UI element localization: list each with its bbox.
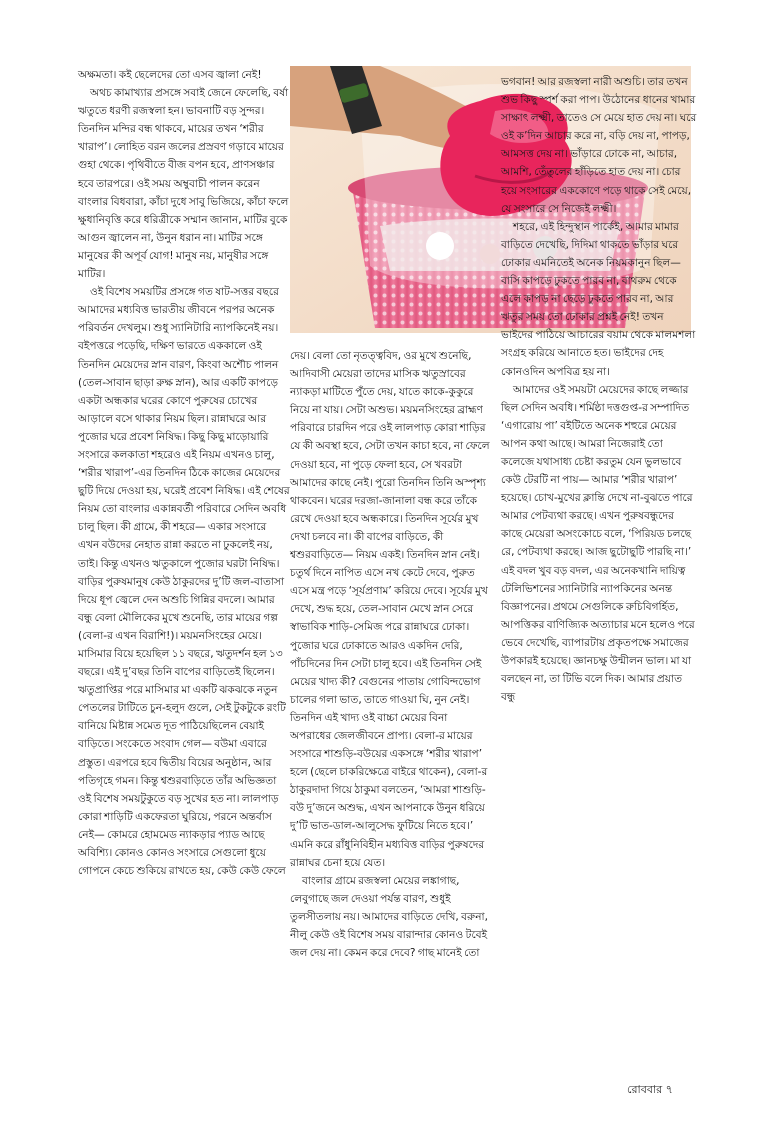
page-number: রোববার ৭ (627, 1083, 673, 1096)
paragraph: অক্ষমতা। কই ছেলেদের তো এসব জ্বালা নেই! (78, 69, 262, 81)
paragraph: আমাদের ওই সময়টা মেয়েদের কাছে লজ্জার ছিল সেদিন অবধি। শর্মিষ্ঠা দত্তগুপ্ত-র সম্পাদিত ‘এগারোয় পা’ বইটিতে অনেক শহুরে মেয়ের আপন কথা আছে। আমরা নিজেরাই তো কলেজে যথাসাধ্য চেষ্টা করতুম যেন ভুলভাবে কেউ টেরটি না পায়— আমার ‘শরীর খারাপ’ হয়েছে। চোখ-মুখের ক্লান্তি দেখে না-বুঝতে পারে আমার পেটব্যথা করছে। এখন পুরুষবন্ধুদের কাছে মেয়েরা অসংকোচে বলে, ‘পিরিয়ড চলছে রে, পেটব্যথা করছে। আজ ছুটোছুটি পারছি না।’ এই বদল খুব বড় বদল, এর অনেকখানি দায়িত্ব টেলিভিশনের স্যানিটারি ন্যাপকিনের অনন্ত বিজ্ঞাপনের। প্রথমে সেগুলিকে রুচিবিগর্হিত, আপত্তিকর বাণিজ্যিক অত্যাচার মনে হলেও পরে ভেবে দেখেছি, ব্যাপারটায় প্রকৃতপক্ষে সমাজের উপকারই হয়েছে। জ্ঞানচক্ষু উন্মীলন ভাল। মা যা বলছেন না, তা টিভি বলে দিক। আমার প্রয়াত বন্ধু (501, 383, 695, 704)
article-column-2 (290, 347, 490, 962)
paragraph: ওই বিশেষ সময়টির প্রসঙ্গে গত ষাট-সত্তর বছরে আমাদের মধ্যবিত্ত ভারতীয় জীবনে পরপর অনেক পরিবর্তন দেখলুম। শুধু স্যানিটারি ন্যাপকিনেই নয়। বইপত্তরে পড়েছি, দক্ষিণ ভারতে এককালে ওই তিনদিন মেয়েদের স্নান বারণ, কিংবা অশৌচ পালন (তেল-সাবান ছাড়া রুক্ষ স্নান), আর একটি কাপড়ে একটা অন্ধকার ঘরের কোণে পুরুষের চোখের আড়ালে বসে থাকার নিয়ম ছিল। রান্নাঘরে আর পুজোর ঘরে প্রবেশ নিষিদ্ধ। কিছু কিছু মাড়োয়ারি সংসারে কলকাতা শহরেও এই নিয়ম এখনও চালু, ‘শরীর খারাপ’-এর তিনদিন ঠিকে কাজের মেয়েদের ছুটি দিয়ে দেওয়া হয়, ঘরেই প্রবেশ নিষিদ্ধ। এই শেষের নিয়ম তো বাংলার একান্নবর্তী পরিবারে সেদিন অবধি চালু ছিল। কী গ্রামে, কী শহরে— একার সংসারে এখন বউদের নেহাত রান্না করতে না ঢুকলেই নয়, তাই। কিন্তু এখনও ঋতুকালে পুজোর ঘরটা নিষিদ্ধ। বাড়ির পুরুষমানুষ কেউ ঠাকুরদের দু’টি জল-বাতাসা দিয়ে ধূপ জ্বেলে দেন অশুচি গিন্নির বদলে। আমার বন্ধু বেলা মৌলিকের মুখে শুনেছি, তার মায়ের গল্প (বেলা-র এখন বিরাশি!)। ময়মনসিংহের মেয়ে। মাসিমার বিয়ে হয়েছিল ১১ বছরে, ঋতুদর্শন হল ১৩ বছরে। এই দু’বছর তিনি বাপের বাড়িতেই ছিলেন। ঋতুপ্রাপ্তির পরে মাসিমার মা একটি ঝকঝকে নতুন পেতলের টাটিতে চুন-হলুদ গুলে, সেই টুকটুকে রংটি বানিয়ে মিষ্টান্ন সমেত দূত পাঠিয়েছিলেন বেয়াই বাড়িতে। সংকেতে সংবাদ গেল— বউমা এবারে প্রস্তুত। এরপরে হবে দ্বিতীয় বিয়ের অনুষ্ঠান, আর পতিগৃহে গমন। কিন্তু শ্বশুরবাড়িতে তাঁর অভিজ্ঞতা ওই বিশেষ সময়টুকুতে বড় সুখের হত না। লালপাড় কোরা শাড়িটি একফেরতা ঘুরিয়ে, পরনে অন্তর্বাস নেই— কোমরে হোমমেড ন্যাকড়ার প্যাড আছে অবিশ্যি। কোনও কোনও সংসারে সেগুলো ধুয়ে গোপনে কেচে শুকিয়ে রাখতে হয়, কেউ কেউ ফেলে (78, 286, 290, 878)
paragraph: ভগবান! আর রজস্বলা নারী অশুচি। তার তখন শুভ কিছু স্পর্শ করা পাপ। উঠোনের ধানের খামার সাক্ষাৎ লক্ষ্মী, তাতেও সে মেয়ে হাত দেয় না। ঘরে ওই ক’দিন আচার করে না, বড়ি দেয় না, পাপড়, আমসত্ত দেয় না। ভাঁড়ারে ঢোকে না, আচার, আমশি, তেঁতুলের হাঁড়িতে হাত দেয় না। চোর হয়ে সংসারের এককোণে পড়ে থাকে সেই মেয়ে, যে সংসারে সে নিজেই লক্ষ্মী। (501, 76, 697, 215)
paragraph: শহরে, এই হিন্দুস্থান পার্কেই, আমার মামার বাড়িতে দেখেছি, দিদিমা থাকতে ভাঁড়ার ঘরে ঢোকার এমনিতেই অনেক নিয়মকানুন ছিল— বাসি কাপড়ে ঢুকতে পারব না, বাথরুম থেকে এলে কাপড় না ছেড়ে ঢুকতে পারব না, আর ঋতুর সময় তো ঢোকার প্রশ্নই নেই! তখন ভাইদের পাঠিয়ে আচারের বয়াম থেকে মালমশলা সংগ্রহ করিয়ে আনাতে হত। ভাইদের দেহ কোনওদিন অপবিত্র হয় না। (501, 220, 696, 378)
article-column-3 (501, 73, 697, 706)
article-column-1 (78, 66, 290, 880)
paragraph: অথচ কামাখ্যার প্রসঙ্গে সবাই জেনে ফেলেছি, বর্ষা ঋতুতে ধরণী রজস্বলা হন। ভাবনাটি বড় সুন্দর। তিনদিন মন্দির বন্ধ থাকবে, মায়ের তখন ‘শরীর খারাপ’। লোহিত বরন জলের প্রস্রবণ গড়াবে মায়ের গুহা থেকে। পৃথিবীতে বীজ বপন হবে, প্রাণসঞ্চার হবে তারপরে। ওই সময় অম্বুবাচী পালন করেন বাংলার বিধবারা, কাঁচা দুধে সাবু ভিজিয়ে, কাঁচা ফলে ক্ষুধানিবৃত্তি করে ধরিত্রীকে সম্মান জানান, মাটির বুকে আগুন জ্বালেন না, উনুন ধরান না। মাটির সঙ্গে মানুষের কী অপূর্ব যোগ! মানুষ নয়, মানুষীর সঙ্গে মাটির। (78, 87, 289, 281)
paragraph: দেয়। বেলা তো নৃতত্ত্ববিদ, ওর মুখে শুনেছি, আদিবাসী মেয়েরা তাদের মাসিক ঋতুস্রাবের ন্যাকড়া মাটিতে পুঁতে দেয়, যাতে কাকে-কুকুরে নিয়ে না যায়। সেটা অশুভ। ময়মনসিংহের ব্রাহ্মণ পরিবারে চারদিন পরে ওই লালপাড় কোরা শাড়ির যে কী অবস্থা হবে, সেটা তখন কাচা হবে, না ফেলে দেওয়া হবে, না পুড়ে ফেলা হবে, সে খবরটা আমাদের কাছে নেই। পুরো তিনদিন তিনি অস্পৃশ্য থাকবেন। ঘরের দরজা-জানালা বন্ধ করে তাঁকে রেখে দেওয়া হবে অন্ধকারে। তিনদিন সূর্যের মুখ দেখা চলবে না। কী বাপের বাড়িতে, কী শ্বশুরবাড়িতে— নিয়ম একই। তিনদিন স্নান নেই। চতুর্থ দিনে নাপিত এসে নখ কেটে দেবে, পুরুত এসে মন্ত্র পড়ে ‘সূর্যপ্রণাম’ করিয়ে দেবে। সূর্যের মুখ দেখে, শুদ্ধ হয়ে, তেল-সাবান মেখে স্নান সেরে স্বাভাবিক শাড়ি-সেমিজ পরে রান্নাঘরে ঢোকা। পুজোর ঘরে ঢোকাতে আরও একদিন দেরি, পাঁচদিনের দিন সেটা চালু হবে। এই তিনদিন সেই মেয়ের খাদ্য কী? বেগুনের পাতায় গোবিন্দভোগ চালের গলা ভাত, তাতে গাওয়া ঘি, নুন নেই। তিনদিন এই খাদ্য ওই বাচ্চা মেয়ের বিনা অপরাধের জেলজীবনে প্রাপ্য। বেলা-র মায়ের সংসারে শাশুড়ি-বউয়ের একসঙ্গে ‘শরীর খারাপ’ হলে (ছেলে চাকরিক্ষেত্রে বাইরে থাকেন), বেলা-র ঠাকুরদাদা গিয়ে ঠাকুমা বলতেন, ‘আমরা শাশুড়ি-বউ দু’জনে অশুদ্ধ, এখন আপনাকে উনুন ধরিয়ে দু’টি ভাত-ডাল-আলুসেদ্ধ ফুটিয়ে নিতে হবে।’ এমনি করে রাঁধুনিবিহীন মধ্যবিত্ত বাড়ির পুরুষদের রান্নাঘর চেনা হয়ে যেত। (290, 350, 490, 869)
paragraph: বাংলার গ্রামে রজস্বলা মেয়ের লঙ্কাগাছ, লেবুগাছে জল দেওয়া পর্যন্ত বারণ, শুধুই তুলসীতলায় নয়। আমাদের বাড়িতে দেখি, বরুনা, নীলু কেউ ওই বিশেষ সময় বারান্দার কোনও টবেই জল দেয় না। কেমন করে দেবে? গাছ মানেই তো (290, 874, 488, 960)
